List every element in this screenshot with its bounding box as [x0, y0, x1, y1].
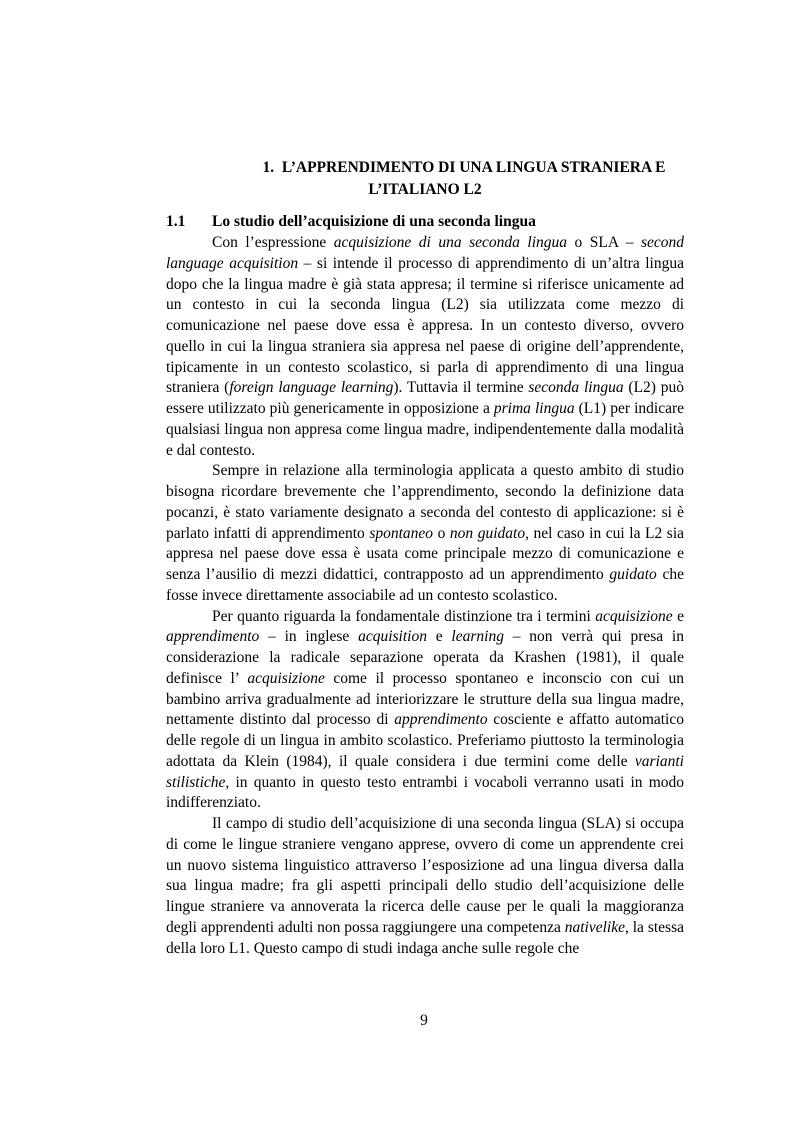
- paragraph: [166, 233, 684, 461]
- section-title: Lo studio dell’acquisizione di una seconda lingua: [212, 213, 536, 230]
- italic-run: foreign language learning: [229, 379, 394, 397]
- text-run: o: [433, 524, 450, 542]
- italic-run: acquisition: [358, 628, 427, 646]
- text-run: che fosse invece direttamente associabile ad un contesto scolastico.: [166, 566, 685, 604]
- text-run: – si intende il processo di apprendimento di un’altra lingua dopo che la lingua madre è già stata appresa; il termine si riferisce unicamente ad un contesto in cui la seconda lingua (L2) sia utilizzata come mezzo di comunicazione nel paese dove essa è appresa. In un contesto diverso, ovvero quello in cui la lingua straniera sia appresa nel paese di origine dell’apprendente, tipicamente in un contesto scolastico, si parla di apprendimento di una lingua straniera (: [166, 254, 684, 397]
- text-run: , la stessa della loro L1. Questo campo di studi indaga anche sulle regole che: [166, 918, 684, 957]
- chapter-title-line-2: L’ITALIANO L2: [368, 180, 482, 198]
- italic-run: seconda lingua: [528, 379, 624, 397]
- text-run: (L1) per indicare qualsiasi lingua non appresa come lingua madre, indipendentemente dalla modalità e dal contesto.: [166, 400, 684, 459]
- italic-run: prima lingua: [493, 400, 575, 417]
- text-run: , in quanto in questo testo entrambi i vocaboli verranno usati in modo indifferenziato.: [166, 773, 684, 812]
- italic-run: acquisizione di una seconda lingua: [333, 234, 568, 251]
- italic-run: varianti stilistiche: [166, 752, 684, 791]
- italic-run: guidato: [609, 566, 657, 583]
- italic-run: nativelike: [564, 918, 625, 936]
- italic-run: apprendimento: [166, 628, 260, 646]
- chapter-title: [166, 157, 684, 200]
- italic-run: spontaneo: [369, 524, 434, 542]
- text-run: – in inglese: [259, 628, 359, 646]
- text-run: o SLA –: [567, 234, 641, 251]
- italic-run: second language acquisition: [166, 234, 685, 272]
- text-run: Per quanto riguarda la fondamentale distinzione tra i termini: [212, 607, 596, 625]
- text-run: ). Tuttavia il termine: [393, 379, 529, 397]
- paragraph: [166, 607, 684, 815]
- text-run: e: [426, 628, 452, 646]
- text-run: cosciente e affatto automatico delle regole di un lingua in ambito scolastico. Preferiamo piuttosto la terminologia adottata da Klein (1984), il quale considera i due termini come delle: [166, 711, 684, 770]
- italic-run: acquisizione: [247, 669, 325, 687]
- section-heading: [166, 212, 684, 232]
- text-run: – non verrà qui presa in considerazione la radicale separazione operata da Krashen (1981), il quale definisce l’: [166, 628, 684, 687]
- text-run: (L2) può essere utilizzato più genericamente in opposizione a: [166, 379, 685, 417]
- chapter-number: 1.: [262, 159, 275, 176]
- section-number: 1.1: [166, 213, 186, 230]
- chapter-title-text-1: L’APPRENDIMENTO DI UNA LINGUA STRANIERA E: [281, 159, 666, 176]
- italic-run: learning: [451, 628, 504, 646]
- paragraph: [166, 814, 684, 959]
- text-run: Sempre in relazione alla terminologia applicata a questo ambito di studio bisogna ricordare brevemente che l’apprendimento, secondo la definizione data pocanzi, è stato variamente designato a seconda del contesto di applicazione: si è parlato infatti di apprendimento: [166, 462, 684, 542]
- paragraph: [166, 461, 684, 606]
- italic-run: non guidato: [449, 524, 526, 542]
- italic-run: apprendimento: [394, 711, 488, 729]
- chapter-title-line-1: [166, 157, 684, 179]
- page-number: 9: [420, 1012, 428, 1029]
- text-run: , nel caso in cui la L2 sia appresa nel paese dove essa è usata come principale mezzo di comunicazione e senza l’ausilio di mezzi didattici, contrapposto ad un apprendimento: [166, 524, 685, 583]
- body-text: [166, 233, 684, 959]
- text-run: Il campo di studio dell’acquisizione di una seconda lingua (SLA) si occupa di come le lingue straniere vengano apprese, ovvero di come un apprendente crei un nuovo sistema linguistico attraverso l’esposizione ad una lingua diversa dalla sua lingua madre; fra gli aspetti principali dello studio dell’acquisizione delle lingue straniere va annoverata la ricerca delle cause per le quali la maggioranza degli apprendenti adulti non possa raggiungere una competenza: [166, 815, 684, 936]
- text-run: e: [672, 607, 684, 625]
- text-run: come il processo spontaneo e inconscio con cui un bambino arriva gradualmente ad interiorizzare le strutture della sua lingua madre, nettamente distinto dal processo di: [166, 669, 684, 729]
- italic-run: acquisizione: [595, 607, 673, 625]
- text-run: Con l’espressione: [212, 234, 334, 251]
